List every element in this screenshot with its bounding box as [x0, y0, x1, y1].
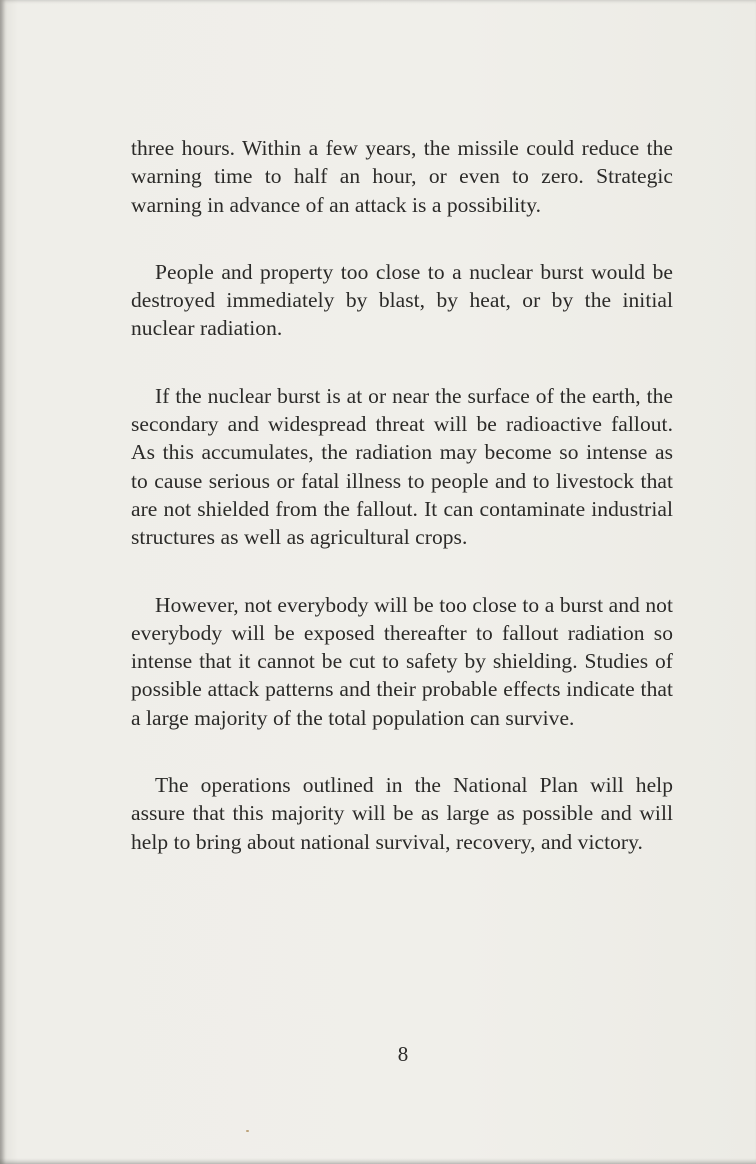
body-text	[131, 134, 673, 856]
paragraph-warning-time: three hours. Within a few years, the missile could reduce the warning time to half an hour, or even to zero. Strategic warning in advance of an attack is a possibility.	[131, 136, 673, 217]
page-number: 8	[397, 1042, 409, 1066]
paragraph-fallout: If the nuclear burst is at or near the surface of the earth, the secondary and widespread threat will be radioactive fallout. As this accumulates, the radiation may become so intense as to cause serious or fatal illness to people and to livestock that are not shielded from the fallout. It can contaminate industrial structures as well as agricultural crops.	[131, 383, 673, 550]
paragraph-survival: However, not everybody will be too close to a burst and not everybody will be exposed thereafter to fallout radiation so intense that it cannot be cut to safety by shielding. Studies of possible attack patterns and their probable effects indicate that a large majority of the total population can survive.	[131, 592, 673, 730]
paragraph-blast-effects: People and property too close to a nuclear burst would be destroyed immediately by blast, by heat, or by the initial nuclear radiation.	[131, 259, 673, 341]
paragraph-national-plan: The operations outlined in the National Plan will help assure that this majority will be as large as possible and will help to bring about national survival, recovery, and victory.	[131, 773, 673, 854]
paper-speck	[246, 1130, 249, 1132]
